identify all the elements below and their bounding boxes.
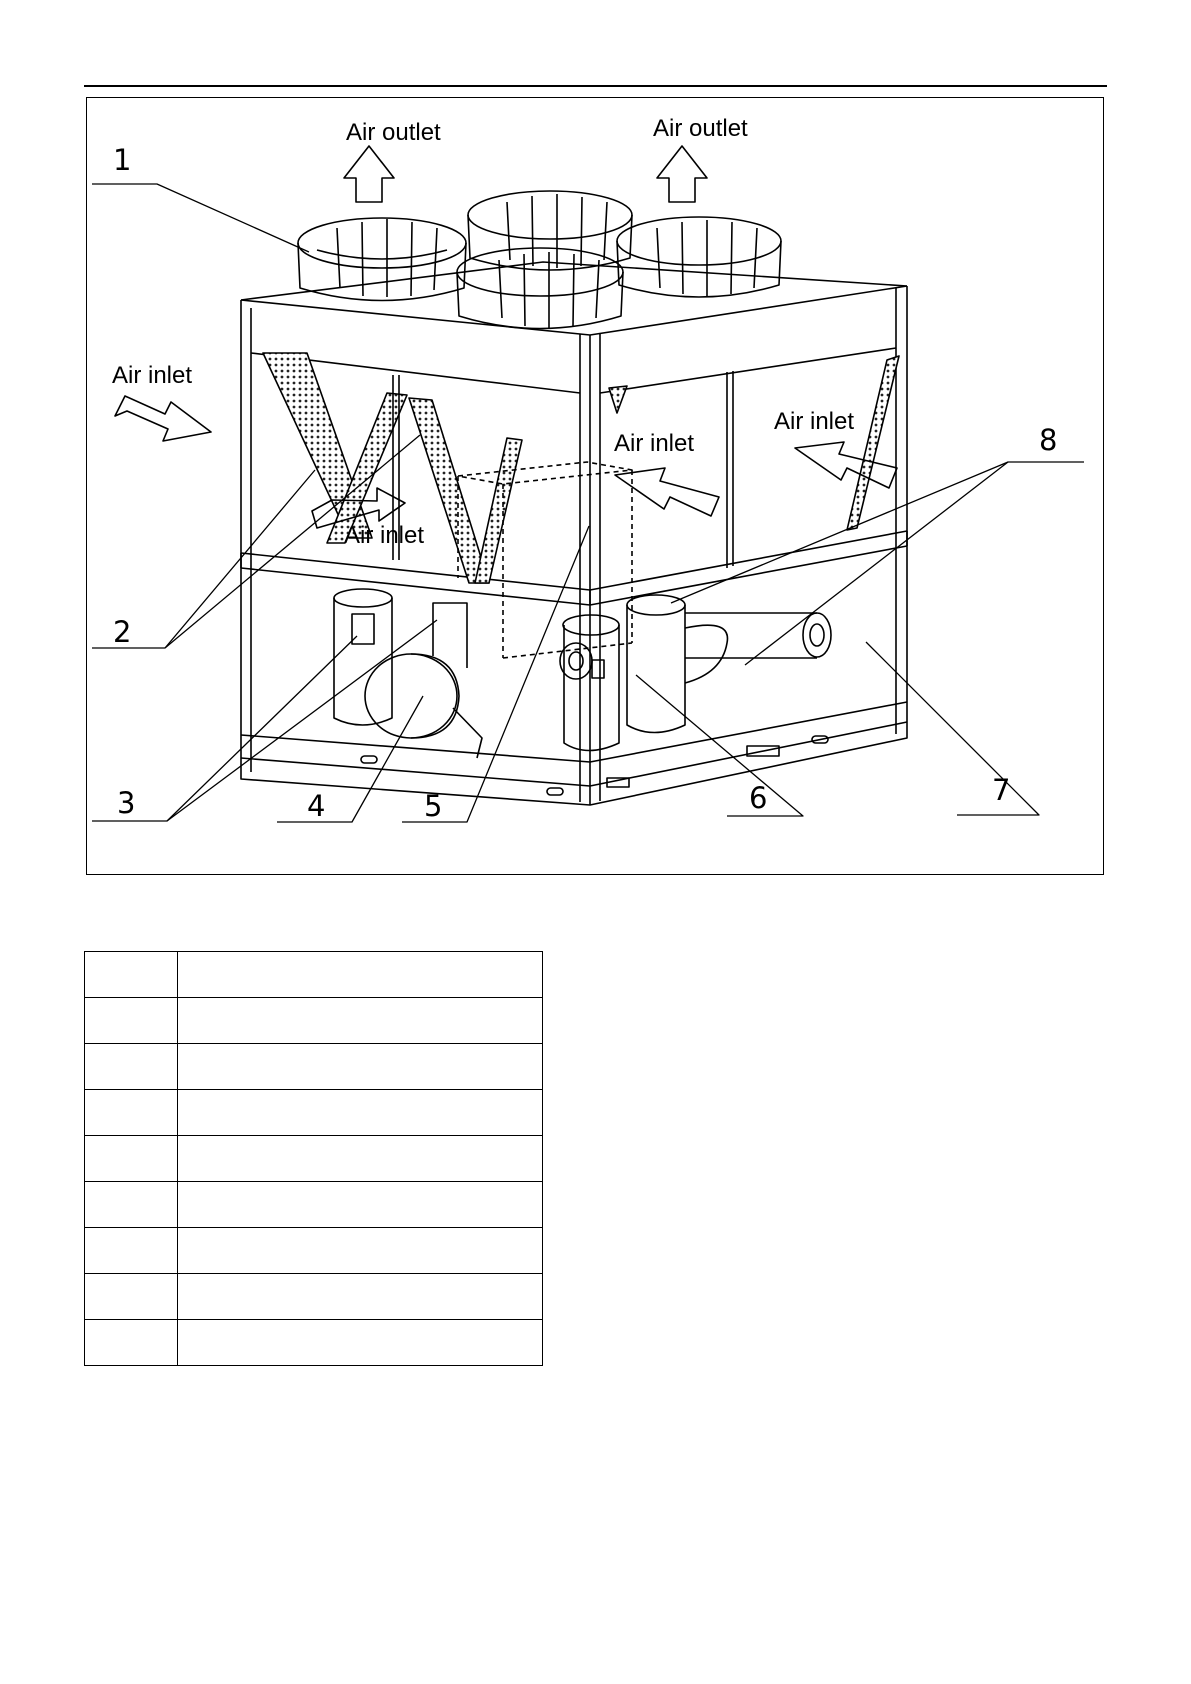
part-name-cell	[178, 1090, 543, 1136]
part-number-cell	[85, 1274, 178, 1320]
table-row	[85, 1228, 543, 1274]
label-air-inlet-left: Air inlet	[112, 362, 193, 389]
callout-7: 7	[992, 773, 1011, 807]
callout-2: 2	[113, 615, 132, 649]
table-row	[85, 1136, 543, 1182]
part-name-cell	[178, 952, 543, 998]
air-inlet-arrow-left	[115, 396, 211, 441]
label-air-outlet-left: Air outlet	[346, 119, 441, 146]
air-outlet-arrow-left	[344, 146, 394, 202]
label-air-outlet-right: Air outlet	[653, 115, 748, 142]
unit-drawing	[87, 98, 1105, 876]
callout-4: 4	[307, 789, 326, 823]
table-row	[85, 998, 543, 1044]
part-number-cell	[85, 1044, 178, 1090]
table-row	[85, 1320, 543, 1366]
table-row	[85, 1090, 543, 1136]
part-name-cell	[178, 998, 543, 1044]
label-air-inlet-right: Air inlet	[774, 408, 855, 435]
table-row	[85, 952, 543, 998]
parts-table	[84, 951, 543, 1366]
part-name-cell	[178, 1228, 543, 1274]
label-air-inlet-front: Air inlet	[614, 430, 695, 457]
part-number-cell	[85, 1228, 178, 1274]
air-outlet-arrow-right	[657, 146, 707, 202]
water-pump	[365, 603, 482, 758]
header-rule	[84, 85, 1107, 87]
compressor-right-b	[627, 595, 685, 733]
fan-right	[617, 217, 781, 297]
air-inlet-arrow-front	[615, 468, 719, 516]
callout-8: 8	[1039, 423, 1058, 457]
part-number-cell	[85, 998, 178, 1044]
fan-top-left	[298, 218, 466, 301]
part-name-cell	[178, 1182, 543, 1228]
water-header	[685, 613, 831, 683]
part-name-cell	[178, 1320, 543, 1366]
air-inlet-arrow-right	[795, 442, 897, 488]
part-number-cell	[85, 952, 178, 998]
base-slot	[361, 756, 377, 763]
part-number-cell	[85, 1090, 178, 1136]
compressor-left	[334, 589, 392, 725]
diagram-labels	[112, 115, 1057, 823]
unit-diagram-frame	[86, 97, 1104, 875]
part-number-cell	[85, 1182, 178, 1228]
callout-6: 6	[749, 781, 768, 815]
callout-3: 3	[117, 786, 136, 820]
base-slot	[547, 788, 563, 795]
callout-5: 5	[424, 789, 443, 823]
part-number-cell	[85, 1320, 178, 1366]
part-name-cell	[178, 1044, 543, 1090]
table-row	[85, 1044, 543, 1090]
part-number-cell	[85, 1136, 178, 1182]
callout-1: 1	[113, 143, 132, 177]
fan-front	[457, 248, 623, 329]
part-name-cell	[178, 1136, 543, 1182]
table-row	[85, 1182, 543, 1228]
table-row	[85, 1274, 543, 1320]
part-name-cell	[178, 1274, 543, 1320]
label-air-inlet-center: Air inlet	[344, 522, 425, 549]
